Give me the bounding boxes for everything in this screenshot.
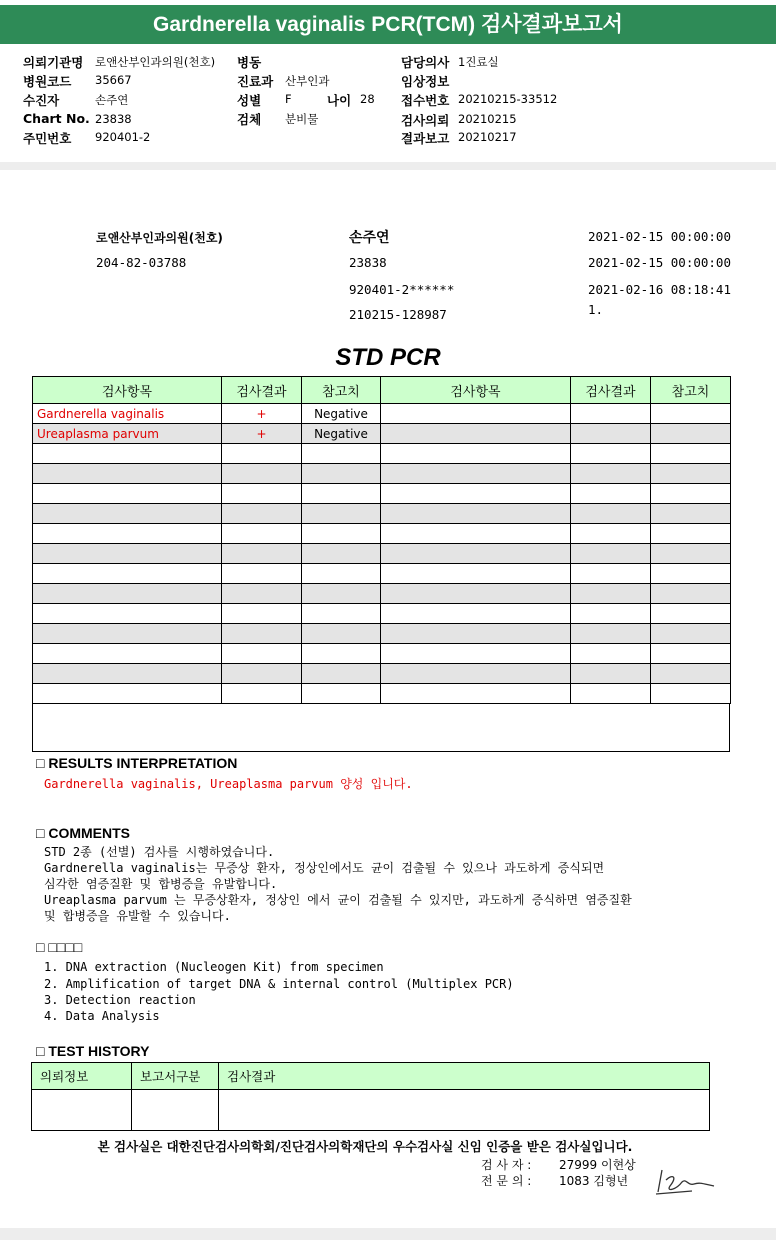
empty-row bbox=[33, 604, 731, 624]
results-table bbox=[32, 376, 731, 704]
empty-row bbox=[33, 624, 731, 644]
comment-line: 심각한 염증질환 및 합병증을 유발합니다. bbox=[44, 877, 278, 891]
method-line: 1. DNA extraction (Nucleogen Kit) from specimen bbox=[44, 960, 384, 974]
comment-line: Gardnerella vaginalis는 무증상 환자, 정상인에서도 균이 검출될 수 있으나 과도하게 증식되면 bbox=[44, 861, 605, 875]
specialist-value: 1083 김형년 bbox=[559, 1174, 629, 1188]
comment-line: STD 2종 (선별) 검사를 시행하였습니다. bbox=[44, 845, 275, 859]
test-reference-2 bbox=[651, 424, 731, 444]
comment-line: 및 합병증을 유발할 수 있습니다. bbox=[44, 909, 231, 923]
institution-value: 로앤산부인과의원(천호) bbox=[95, 55, 216, 69]
chart-label: Chart No. bbox=[23, 111, 90, 126]
empty-row bbox=[33, 644, 731, 664]
ward-label: 병동 bbox=[237, 55, 262, 70]
empty-row bbox=[33, 464, 731, 484]
test-reference: Negative bbox=[302, 404, 381, 424]
info-receipt: 210215-128987 bbox=[349, 307, 447, 322]
comment-line: Ureaplasma parvum 는 무증상환자, 정상인 에서 균이 검출될 수 있지만, 과도하게 증식하면 염증질환 bbox=[44, 893, 632, 907]
tester-label: 검 사 자 : bbox=[481, 1158, 532, 1172]
results-title: STD PCR bbox=[335, 344, 441, 371]
method-line: 2. Amplification of target DNA & internal control (Multiplex PCR) bbox=[44, 977, 514, 991]
test-item: Ureaplasma parvum bbox=[33, 424, 222, 444]
test-reference-2 bbox=[651, 404, 731, 424]
hospital-code-value: 35667 bbox=[95, 73, 132, 87]
dept-label: 진료과 bbox=[237, 74, 274, 89]
test-reference: Negative bbox=[302, 424, 381, 444]
dept-value: 산부인과 bbox=[285, 74, 330, 88]
empty-row bbox=[33, 564, 731, 584]
report-date-label: 결과보고 bbox=[401, 131, 450, 146]
results-remarks-box bbox=[32, 703, 730, 752]
specimen-label: 검체 bbox=[237, 112, 262, 127]
table-row bbox=[33, 424, 731, 444]
empty-row bbox=[33, 684, 731, 704]
method-heading: □ □□□□ bbox=[36, 939, 83, 955]
empty-row bbox=[33, 544, 731, 564]
empty-row bbox=[33, 584, 731, 604]
chart-value: 23838 bbox=[95, 112, 132, 126]
method-line: 3. Detection reaction bbox=[44, 993, 196, 1007]
info-date-3-suffix: 1. bbox=[588, 302, 604, 317]
interpretation-heading: □ RESULTS INTERPRETATION bbox=[36, 755, 238, 771]
doctor-label: 담당의사 bbox=[401, 55, 450, 70]
history-table bbox=[31, 1062, 710, 1131]
info-date-2: 2021-02-15 00:00:00 bbox=[588, 255, 731, 270]
test-result-2 bbox=[571, 424, 651, 444]
info-date-1: 2021-02-15 00:00:00 bbox=[588, 229, 731, 244]
specialist-label: 전 문 의 : bbox=[481, 1174, 532, 1188]
hospital-code-label: 병원코드 bbox=[23, 74, 72, 89]
request-label: 검사의뢰 bbox=[401, 113, 450, 128]
tester-value: 27999 이현상 bbox=[559, 1158, 636, 1172]
empty-row bbox=[33, 524, 731, 544]
history-col-result: 검사결과 bbox=[219, 1063, 710, 1090]
clinical-label: 임상정보 bbox=[401, 74, 450, 89]
col-header-item-2: 검사항목 bbox=[381, 377, 571, 404]
comments-heading: □ COMMENTS bbox=[36, 825, 131, 841]
history-heading: □ TEST HISTORY bbox=[36, 1043, 150, 1059]
col-header-result: 검사결과 bbox=[222, 377, 302, 404]
empty-row bbox=[33, 444, 731, 464]
test-result: + bbox=[222, 404, 302, 424]
empty-row bbox=[33, 484, 731, 504]
report-title: Gardnerella vaginalis PCR(TCM) 검사결과보고서 bbox=[0, 5, 776, 44]
patient-header bbox=[0, 50, 776, 163]
report-date-value: 20210217 bbox=[458, 130, 517, 144]
col-header-result-2: 검사결과 bbox=[571, 377, 651, 404]
age-value: 28 bbox=[360, 92, 375, 106]
history-col-request: 의뢰정보 bbox=[32, 1063, 132, 1090]
patient-value: 손주연 bbox=[95, 93, 129, 107]
col-header-item: 검사항목 bbox=[33, 377, 222, 404]
specimen-value: 분비물 bbox=[285, 112, 319, 126]
test-item: Gardnerella vaginalis bbox=[33, 404, 222, 424]
empty-row bbox=[33, 504, 731, 524]
info-date-3: 2021-02-16 08:18:41 bbox=[588, 282, 731, 297]
sex-value: F bbox=[285, 92, 292, 106]
receipt-label: 접수번호 bbox=[401, 93, 450, 108]
method-line: 4. Data Analysis bbox=[44, 1009, 160, 1023]
bottom-band bbox=[0, 1228, 776, 1240]
divider-band bbox=[0, 162, 776, 170]
test-item-2 bbox=[381, 424, 571, 444]
info-resident: 920401-2****** bbox=[349, 282, 455, 297]
request-value: 20210215 bbox=[458, 112, 517, 126]
institution-label: 의뢰기관명 bbox=[23, 55, 84, 70]
receipt-value: 20210215-33512 bbox=[458, 92, 558, 106]
table-row bbox=[33, 404, 731, 424]
test-result-2 bbox=[571, 404, 651, 424]
resident-label: 주민번호 bbox=[23, 131, 72, 146]
history-col-report-type: 보고서구분 bbox=[132, 1063, 219, 1090]
test-item-2 bbox=[381, 404, 571, 424]
patient-label: 수진자 bbox=[23, 93, 60, 108]
business-number: 204-82-03788 bbox=[96, 255, 187, 270]
interpretation-text: Gardnerella vaginalis, Ureaplasma parvum 양성 입니다. bbox=[44, 777, 413, 791]
signature-icon bbox=[652, 1166, 724, 1198]
info-chart: 23838 bbox=[349, 255, 387, 270]
clinic-name: 로앤산부인과의원(천호) bbox=[96, 231, 223, 245]
col-header-reference-2: 참고치 bbox=[651, 377, 731, 404]
empty-row bbox=[33, 664, 731, 684]
age-label: 나이 bbox=[327, 93, 352, 108]
doctor-value: 1진료실 bbox=[458, 55, 499, 69]
certification-text: 본 검사실은 대한진단검사의학회/진단검사의학재단의 우수검사실 신임 인증을 받은 검사실입니다. bbox=[97, 1139, 633, 1154]
sex-label: 성별 bbox=[237, 93, 262, 108]
test-result: + bbox=[222, 424, 302, 444]
info-patient-name: 손주연 bbox=[349, 230, 390, 246]
col-header-reference: 참고치 bbox=[302, 377, 381, 404]
resident-value: 920401-2 bbox=[95, 130, 151, 144]
table-row bbox=[32, 1090, 710, 1131]
